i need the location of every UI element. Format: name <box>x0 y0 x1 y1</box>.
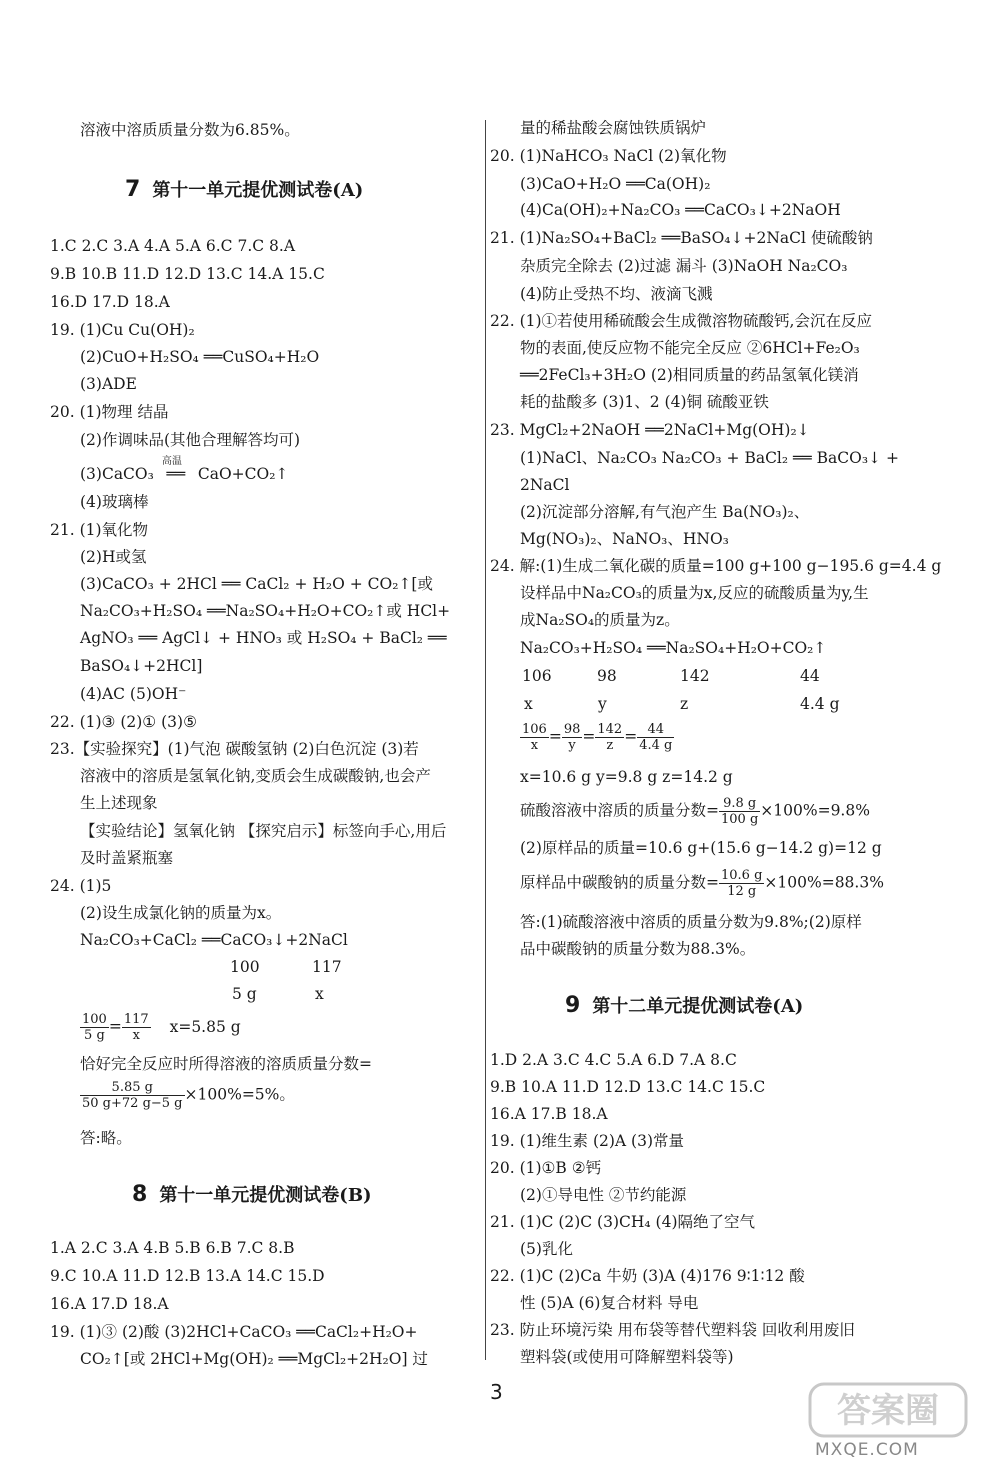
ratio-value: 98 <box>597 667 617 685</box>
answer-line: Na₂CO₃+H₂SO₄ ══Na₂SO₄+H₂O+CO₂↑或 HCl+ <box>80 602 451 620</box>
denominator: 4.4 g <box>639 738 673 753</box>
fraction <box>637 722 674 753</box>
answer-line: (1)NaCl、Na₂CO₃ Na₂CO₃ + BaCl₂ ══ BaCO₃↓ + <box>520 449 899 467</box>
answer-line: (2)沉淀部分溶解,有气泡产生 Ba(NO₃)₂、 <box>520 503 810 521</box>
ratio-value: 142 <box>680 667 710 685</box>
section-title: 第十二单元提优测试卷(A) <box>592 996 804 1017</box>
label: 硫酸溶液中溶质的质量分数= <box>520 801 719 820</box>
answer-line: 物的表面,使反应物不能完全反应 ②6HCl+Fe₂O₃ <box>520 339 860 357</box>
answer-line: 22. (1)C (2)Ca 牛奶 (3)A (4)176 9∶1∶12 酸 <box>490 1267 805 1285</box>
answer-line: 23. MgCl₂+2NaOH ══2NaCl+Mg(OH)₂↓ <box>490 421 810 439</box>
fraction-line <box>80 1080 295 1111</box>
answer-line: 9.B 10.B 11.D 12.D 13.C 14.A 15.C <box>50 265 325 283</box>
section-number: 7 <box>125 177 141 202</box>
equation-left: (3)CaCO₃ <box>80 465 154 483</box>
equation-line: Na₂CO₃+H₂SO₄ ══Na₂SO₄+H₂O+CO₂↑ <box>520 639 827 657</box>
fraction <box>595 722 624 753</box>
answer-line: (4)Ca(OH)₂+Na₂CO₃ ══CaCO₃↓+2NaOH <box>520 201 841 219</box>
answer-line: 21. (1)氧化物 <box>50 521 149 539</box>
ratio-value: x <box>524 695 533 713</box>
fraction <box>122 1012 151 1043</box>
result: ×100%=88.3% <box>764 873 884 892</box>
answer-line: 24. 解:(1)生成二氧化碳的质量=100 g+100 g−195.6 g=4.4 g <box>490 557 942 575</box>
answer-line: 溶液中的溶质是氢氧化钠,变质会生成碳酸钠,也会产 <box>80 767 431 785</box>
answer-line: 及时盖紧瓶塞 <box>80 849 174 867</box>
fraction <box>80 1080 185 1111</box>
section-number: 9 <box>565 993 581 1018</box>
watermark-logo-icon <box>808 1378 968 1442</box>
answer-line: (4)AC (5)OH⁻ <box>80 685 187 703</box>
ratio-value: z <box>680 695 689 713</box>
answer-line: 16.A 17.D 18.A <box>50 1295 169 1313</box>
result: x=5.85 g <box>169 1017 241 1036</box>
answer-line: 【实验结论】氢氧化钠 【探究启示】标签向手心,用后 <box>80 822 447 840</box>
answer-line: 20. (1)NaHCO₃ NaCl (2)氧化物 <box>490 147 727 165</box>
answer-line: BaSO₄↓+2HCl] <box>80 657 203 675</box>
answer-line: 21. (1)C (2)C (3)CH₄ (4)隔绝了空气 <box>490 1213 755 1231</box>
answer-line: 1.A 2.C 3.A 4.B 5.B 6.B 7.C 8.B <box>50 1239 295 1257</box>
text-line: 溶液中溶质质量分数为6.85%。 <box>80 121 300 139</box>
numerator: 44 <box>637 722 674 738</box>
answer-line: 9.B 10.A 11.D 12.D 13.C 14.C 15.C <box>490 1078 766 1096</box>
answer-line: CO₂↑[或 2HCl+Mg(OH)₂ ══MgCl₂+2H₂O] 过 <box>80 1350 428 1368</box>
answer-line: 24. (1)5 <box>50 877 112 895</box>
answer-line: (2)H或氢 <box>80 548 147 566</box>
answer-line: 9.C 10.A 11.D 12.B 13.A 14.C 15.D <box>50 1267 325 1285</box>
answer-line: 耗的盐酸多 (3)1、2 (4)铜 硫酸亚铁 <box>520 393 769 411</box>
watermark-logo <box>808 1378 968 1442</box>
numerator: 100 <box>82 1012 107 1027</box>
fraction-line <box>520 868 884 899</box>
answer-line: 生上述现象 <box>80 794 158 812</box>
ratio-value: 100 <box>230 958 260 976</box>
watermark-site: MXQE.COM <box>815 1440 919 1460</box>
denominator: 100 g <box>721 812 759 827</box>
denominator: 5 g <box>84 1028 105 1043</box>
answer-line: (4)防止受热不均、液滴飞溅 <box>520 285 713 303</box>
answer-line: ══2FeCl₃+3H₂O (2)相同质量的药品氢氧化镁消 <box>520 366 859 384</box>
fraction <box>719 868 764 899</box>
section-heading-9 <box>565 994 803 1019</box>
equation-right: CaO+CO₂↑ <box>197 465 289 483</box>
section-number: 8 <box>132 1182 148 1207</box>
answer-line: (4)玻璃棒 <box>80 493 149 511</box>
answer-line: 1.C 2.C 3.A 4.A 5.A 6.C 7.C 8.A <box>50 237 296 255</box>
answer-line: 品中碳酸钠的质量分数为88.3%。 <box>520 940 756 958</box>
answer-line: 塑料袋(或使用可降解塑料袋等) <box>520 1348 734 1366</box>
section-heading-8 <box>132 1183 372 1208</box>
numerator: 5.85 g <box>80 1080 185 1096</box>
numerator: 98 <box>563 722 581 737</box>
proportion-line: $\frac{100}{5 g}$ = $\frac{117}{x}$ x=5.85 g <box>82 1012 241 1043</box>
answer-line: 答:(1)硫酸溶液中溶质的质量分数为9.8%;(2)原样 <box>520 913 862 931</box>
denominator: x <box>530 738 539 753</box>
fraction <box>520 722 549 753</box>
ratio-value: 4.4 g <box>800 695 840 713</box>
ratio-value: y <box>598 695 607 713</box>
answer-line: 答:略。 <box>80 1129 132 1147</box>
section-title: 第十一单元提优测试卷(A) <box>152 180 364 201</box>
answer-line: 1.D 2.A 3.C 4.C 5.A 6.D 7.A 8.C <box>490 1051 737 1069</box>
proportion-line: $\frac{106}{x}$ = $\frac{98}{y}$ = $\frac{142}{z}$ = $\frac{44}{4.4 g}$ <box>522 722 673 753</box>
answer-line: 20. (1)①B ②钙 <box>490 1159 602 1177</box>
answer-line: 22. (1)①若使用稀硫酸会生成微溶物硫酸钙,会沉在反应 <box>490 312 872 330</box>
answer-line: 20. (1)物理 结晶 <box>50 403 169 421</box>
answer-line: 恰好完全反应时所得溶液的溶质质量分数= <box>80 1055 372 1073</box>
answer-line: (2)①导电性 ②节约能源 <box>520 1186 687 1204</box>
answer-line: 21. (1)Na₂SO₄+BaCl₂ ══BaSO₄↓+2NaCl 使硫酸钠 <box>490 229 873 247</box>
section-title: 第十一单元提优测试卷(B) <box>159 1185 372 1206</box>
answer-line: Mg(NO₃)₂、NaNO₃、HNO₃ <box>520 530 729 548</box>
answer-line: 2NaCl <box>520 476 570 494</box>
answer-line: 量的稀盐酸会腐蚀铁质锅炉 <box>520 119 707 137</box>
denominator: z <box>606 738 614 753</box>
denominator: y <box>568 738 576 753</box>
fraction-line <box>520 796 870 827</box>
section-heading-7 <box>125 178 363 203</box>
answer-line: 16.A 17.B 18.A <box>490 1105 608 1123</box>
answer-line: 设样品中Na₂CO₃的质量为x,反应的硫酸质量为y,生 <box>520 584 869 602</box>
answer-line: 23. 防止环境污染 用布袋等替代塑料袋 回收利用废旧 <box>490 1321 855 1339</box>
numerator: 117 <box>123 1012 149 1027</box>
numerator: 142 <box>597 722 623 737</box>
equation-line: (3)CaCO₃ 高温 ══ CaO+CO₂↑ <box>80 464 288 484</box>
ratio-value: x <box>315 985 324 1003</box>
denominator: x <box>132 1028 140 1043</box>
fraction <box>80 1012 109 1043</box>
equation-line: Na₂CO₃+CaCl₂ ══CaCO₃↓+2NaCl <box>80 931 348 949</box>
column-divider <box>485 120 486 1360</box>
ratio-value: 5 g <box>232 985 257 1003</box>
answer-line: x=10.6 g y=9.8 g z=14.2 g <box>520 768 733 786</box>
answer-line: 16.D 17.D 18.A <box>50 293 170 311</box>
ratio-value: 106 <box>522 667 552 685</box>
answer-line: 22. (1)③ (2)① (3)⑤ <box>50 713 197 731</box>
answer-line: 19. (1)③ (2)酸 (3)2HCl+CaCO₃ ══CaCl₂+H₂O+ <box>50 1323 418 1341</box>
fraction <box>562 722 583 753</box>
label: 原样品中碳酸钠的质量分数= <box>520 873 719 892</box>
page-number: 3 <box>490 1380 503 1404</box>
answer-line: (3)CaO+H₂O ══Ca(OH)₂ <box>520 175 711 193</box>
answer-line: 19. (1)维生素 (2)A (3)常量 <box>490 1132 684 1150</box>
answer-line: (5)乳化 <box>520 1240 573 1258</box>
answer-line: 性 (5)A (6)复合材料 导电 <box>520 1294 699 1312</box>
svg-text:答案圈: 答案圈 <box>837 1391 939 1431</box>
answer-line: 成Na₂SO₄的质量为z。 <box>520 611 680 629</box>
answer-line: 杂质完全除去 (2)过滤 漏斗 (3)NaOH Na₂CO₃ <box>520 257 848 275</box>
reaction-condition: 高温 <box>161 456 182 467</box>
answer-line: (2)CuO+H₂SO₄ ══CuSO₄+H₂O <box>80 348 320 366</box>
result: ×100%=5%。 <box>184 1085 295 1104</box>
answer-line: (2)原样品的质量=10.6 g+(15.6 g−14.2 g)=12 g <box>520 839 882 857</box>
result: ×100%=9.8% <box>760 801 870 820</box>
ratio-value: 117 <box>312 958 342 976</box>
denominator: 12 g <box>727 884 757 899</box>
answer-line: 23.【实验探究】(1)气泡 碳酸氢钠 (2)白色沉淀 (3)若 <box>50 740 419 758</box>
answer-line: AgNO₃ ══ AgCl↓ + HNO₃ 或 H₂SO₄ + BaCl₂ ══ <box>80 629 447 647</box>
fraction <box>719 796 760 827</box>
answer-line: 19. (1)Cu Cu(OH)₂ <box>50 321 195 339</box>
ratio-value: 44 <box>800 667 820 685</box>
answer-line: (2)设生成氯化钠的质量为x。 <box>80 904 282 922</box>
answer-line: (3)CaCO₃ + 2HCl ══ CaCl₂ + H₂O + CO₂↑[或 <box>80 575 433 593</box>
numerator: 9.8 g <box>719 796 760 812</box>
numerator: 106 <box>522 722 547 737</box>
numerator: 10.6 g <box>721 868 763 883</box>
denominator: 50 g+72 g−5 g <box>82 1096 183 1111</box>
answer-line: (2)作调味品(其他合理解答均可) <box>80 431 301 449</box>
answer-line: (3)ADE <box>80 375 137 393</box>
